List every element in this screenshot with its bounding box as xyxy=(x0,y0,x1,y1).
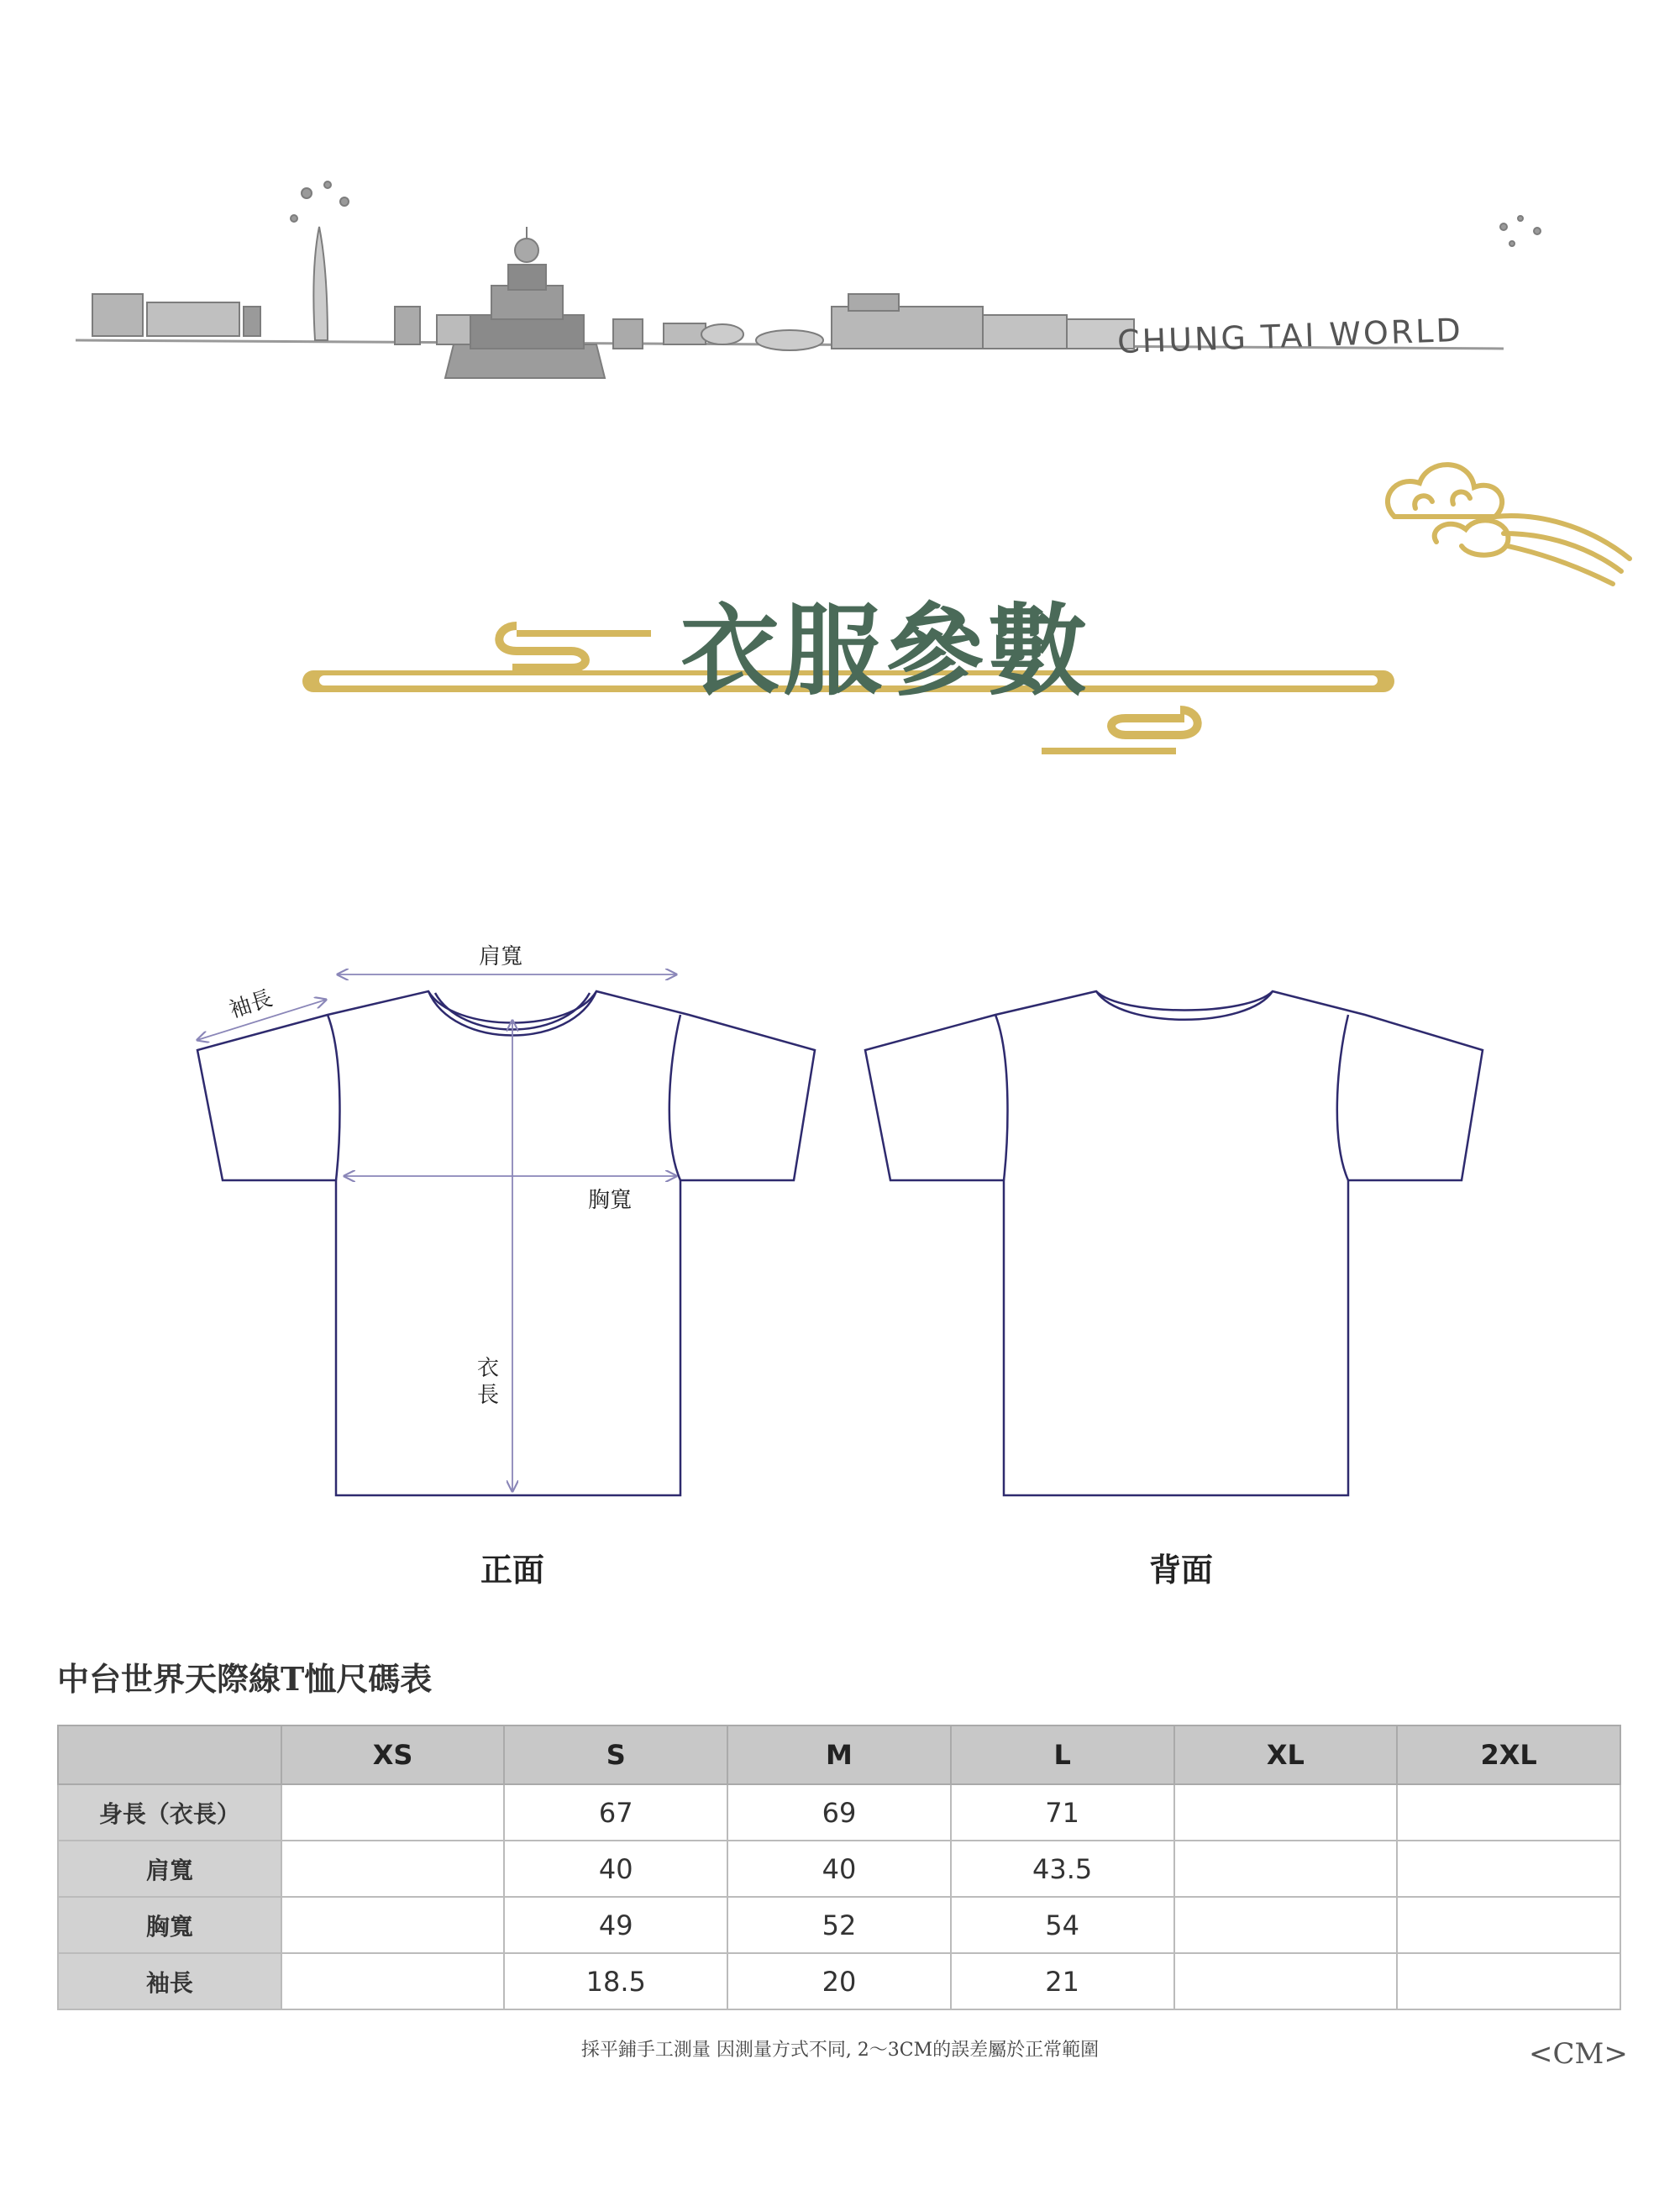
column-header-xs: XS xyxy=(281,1725,505,1784)
table-cell xyxy=(281,1841,505,1897)
row-header: 袖長 xyxy=(58,1953,281,2009)
front-view-label: 正面 xyxy=(480,1551,545,1589)
table-cell: 69 xyxy=(727,1784,951,1841)
table-row xyxy=(58,1953,1620,2009)
body-length-label-2: 長 xyxy=(477,1383,500,1408)
body-length-label-1: 衣 xyxy=(477,1356,500,1381)
table-cell: 18.5 xyxy=(504,1953,727,2009)
table-cell xyxy=(1174,1953,1398,2009)
table-cell: 52 xyxy=(727,1897,951,1953)
column-header xyxy=(58,1725,281,1784)
table-cell: 67 xyxy=(504,1784,727,1841)
table-cell: 40 xyxy=(504,1841,727,1897)
size-chart-table xyxy=(57,1725,1621,2010)
page-title: 衣服參數 xyxy=(680,593,1091,709)
row-header: 肩寬 xyxy=(58,1841,281,1897)
table-cell: 40 xyxy=(727,1841,951,1897)
unit-label: <CM> xyxy=(1529,2037,1628,2071)
table-cell: 20 xyxy=(727,1953,951,2009)
table-cell xyxy=(1174,1784,1398,1841)
shoulder-width-label: 肩寬 xyxy=(479,944,523,969)
table-cell xyxy=(1397,1897,1620,1953)
table-cell: 71 xyxy=(951,1784,1174,1841)
table-header-row xyxy=(58,1725,1620,1784)
table-cell xyxy=(1397,1784,1620,1841)
table-cell: 54 xyxy=(951,1897,1174,1953)
column-header-s: S xyxy=(504,1725,727,1784)
table-cell: 21 xyxy=(951,1953,1174,2009)
table-cell xyxy=(281,1784,505,1841)
column-header-xl: XL xyxy=(1174,1725,1398,1784)
auspicious-cloud-icon xyxy=(1369,449,1638,601)
measurement-note: 採平鋪手工測量 因測量方式不同, 2～3CM的誤差屬於正常範圍 xyxy=(580,2040,1100,2061)
table-cell xyxy=(1397,1953,1620,2009)
chest-width-label: 胸寬 xyxy=(588,1188,633,1213)
table-row xyxy=(58,1841,1620,1897)
table-cell: 43.5 xyxy=(951,1841,1174,1897)
column-header-2xl: 2XL xyxy=(1397,1725,1620,1784)
skyline-illustration xyxy=(76,168,1571,403)
table-row xyxy=(58,1897,1620,1953)
back-view-label: 背面 xyxy=(1149,1551,1214,1589)
sleeve-length-label: 袖長 xyxy=(226,985,276,1024)
brand-name: CHUNG TAI WORLD xyxy=(1116,311,1464,361)
row-header: 身長（衣長） xyxy=(58,1784,281,1841)
table-cell: 49 xyxy=(504,1897,727,1953)
table-cell xyxy=(281,1953,505,2009)
table-cell xyxy=(1174,1841,1398,1897)
table-cell xyxy=(281,1897,505,1953)
tshirt-diagram xyxy=(185,924,1512,1596)
front-shirt-outline xyxy=(197,991,815,1495)
table-cell xyxy=(1397,1841,1620,1897)
table-row xyxy=(58,1784,1620,1841)
column-header-l: L xyxy=(951,1725,1174,1784)
row-header: 胸寬 xyxy=(58,1897,281,1953)
size-chart-title: 中台世界天際線T恤尺碼表 xyxy=(57,1660,433,1698)
table-cell xyxy=(1174,1897,1398,1953)
column-header-m: M xyxy=(727,1725,951,1784)
back-shirt-outline xyxy=(865,991,1483,1495)
